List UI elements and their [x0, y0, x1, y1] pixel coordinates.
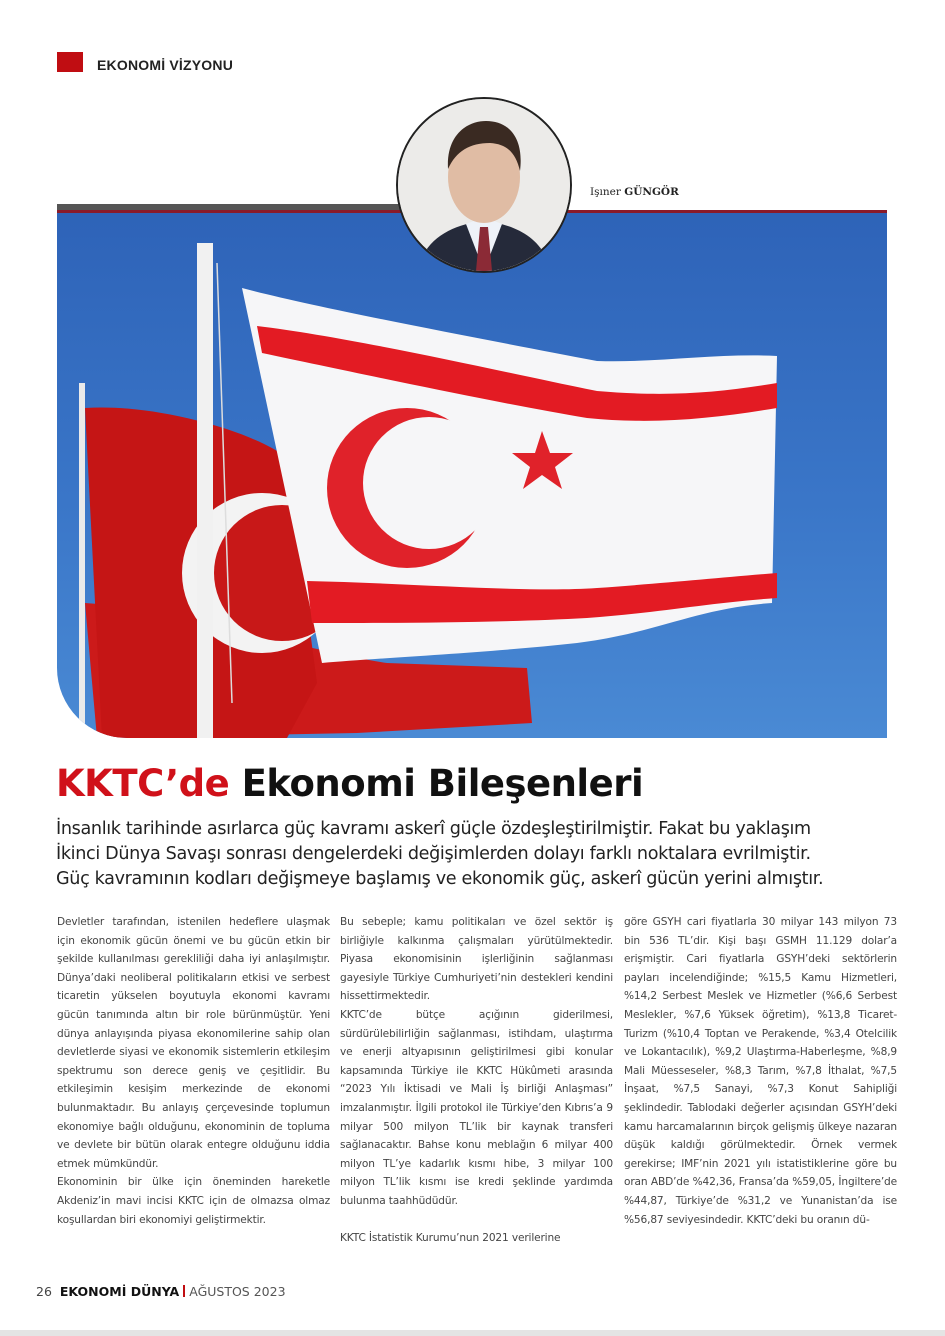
footer-separator: [183, 1285, 185, 1297]
hero-flag-photo: [57, 213, 887, 738]
body-paragraph: Bu sebeple; kamu politikaları ve özel sektör iş birliğiyle kalkınma çalışmaları yürütülmektedir. Piyasa ekonomisinin işlerliğinin sağlanması gayesiyle Türkiye Cumhuriyeti’nin destekleri kendini hissettirmektedir.: [340, 916, 613, 1003]
article-column-2: [340, 913, 613, 1248]
author-first-name: Işıner: [590, 186, 621, 198]
section-color-marker: [57, 52, 83, 72]
page-footer: [36, 1284, 286, 1299]
article-lead: [56, 817, 896, 892]
article-title-rest: Ekonomi Bileşenleri: [241, 762, 644, 805]
flag-pole-back: [79, 383, 85, 738]
lead-line: İkinci Dünya Savaşı sonrası dengelerdeki değişimlerden dolayı farklı noktalara evrilmiştir.: [56, 844, 811, 864]
body-paragraph: KKTC İstatistik Kurumu’nun 2021 verilerine: [340, 1232, 561, 1245]
author-byline: [590, 186, 679, 198]
author-last-name: GÜNGÖR: [624, 186, 679, 198]
lead-line: Güç kavramının kodları değişmeye başlamış ve ekonomik güç, askerî gücün yerini almıştır.: [56, 869, 824, 889]
kktc-crescent-inner: [363, 417, 495, 549]
article-title-accent: KKTC’de: [56, 762, 230, 805]
lead-line: İnsanlık tarihinde asırlarca güç kavramı askerî güçle özdeşleştirilmiştir. Fakat bu yaklaşım: [56, 819, 811, 839]
page-number: 26: [36, 1284, 52, 1299]
body-paragraph: Ekonominin bir ülke için öneminden hareketle Akdeniz’in mavi incisi KKTC için de olmazsa olmaz koşullardan biri ekonomiyi geliştirmektir.: [57, 1176, 330, 1226]
author-portrait: [398, 99, 570, 271]
body-paragraph: Devletler tarafından, istenilen hedeflere ulaşmak için ekonomik gücün önemi ve bu gücün etkin bir şekilde kullanılması gerekliliği daha iyi anlaşılmıştır. Dünya’daki neoliberal politikaların etkisi ve serbest ticaretin yükselen boyutuyla ekonomi kavramı gücün tanımında altın bir role bürünmüştür. Yeni dünya anlayışında piyasa ekonomilerine sahip olan devletlerde siyasi ve ekonomik sistemlerin etkileşim spektrumu son derece geniş ve çeşitlidir. Bu etkileşimin kesişim merkezinde de ekonomi bulunmaktadır. Bu anlayış çerçevesinde toplumun ekonomiye bağlı olduğunu, ekonominin de topluma ve devlete bir bütün olarak entegre olduğunu iddia etmek mümkündür.: [57, 916, 330, 1170]
flag-pole-front: [197, 243, 213, 738]
body-paragraph: göre GSYH cari fiyatlarla 30 milyar 143 milyon 73 bin 536 TL’dir. Kişi başı GSMH 11.129 dolar’a erişmiştir. Cari fiyatlarla GSYH’deki sektörlerin payları incelendiğinde; %15,5 Kamu Hizmetleri, %14,2 Serbest Meslek ve Hizmetler (%6,6 Serbest Meslekler, %7,6 Yüksek öğretim), %13,8 Ticaret-Turizm (%10,4 Toptan ve Perakende, %3,4 Otelcilik ve Lokantacılık), %9,2 Ulaştırma-Haberleşme, %8,9 Mali Müesseseler, %8,3 Tarım, %7,8 İthalat, %7,5 İnşaat, %7,5 Sanayi, %7,3 Konut Sahipliği şeklindedir. Tablodaki değerler açısından GSYH’deki kamu harcamalarının birçok gelişmiş ülkeye nazaran düşük kaldığı görülmektedir. Örnek vermek gerekirse; IMF’nin 2021 yılı istatistiklerine göre bu oran ABD’de %42,36, Fransa’da %59,05, İngiltere’de %44,87, Türkiye’de %31,2 ve Yunanistan’da ise %56,87 seviyesindedir. KKTC’deki bu oranın dü-: [624, 916, 897, 1226]
author-avatar: [396, 97, 572, 273]
section-label: EKONOMİ VİZYONU: [97, 57, 234, 73]
body-paragraph: KKTC’de bütçe açığının giderilmesi, sürdürülebilirliğin sağlanması, istihdam, ulaştırma ve enerji altyapısının geliştirilmesi gibi konular kapsamında Türkiye ile KKTC Hükûmeti arasında “2023 Yılı İktisadi ve Mali İş birliği Anlaşması” imzalanmıştır. İlgili protokol ile Türkiye’den Kıbrıs’a 9 milyar 500 milyon TL’lik bir kaynak transferi sağlanacaktır. Bahse konu meblağın 6 milyar 400 milyon TL’ye kadarlık kısmı hibe, 3 milyar 100 milyon TL’lik kısmı ise kredi şeklinde yardımda bulunma taahhüdüdür.: [340, 1008, 613, 1207]
article-column-1: [57, 913, 330, 1229]
article-column-3: [624, 913, 897, 1229]
issue-date: AĞUSTOS 2023: [189, 1284, 286, 1299]
article-title: [56, 762, 643, 805]
page-bottom-edge: [0, 1330, 945, 1336]
magazine-name: EKONOMİ DÜNYA: [59, 1284, 180, 1299]
flags-illustration: [57, 213, 887, 738]
